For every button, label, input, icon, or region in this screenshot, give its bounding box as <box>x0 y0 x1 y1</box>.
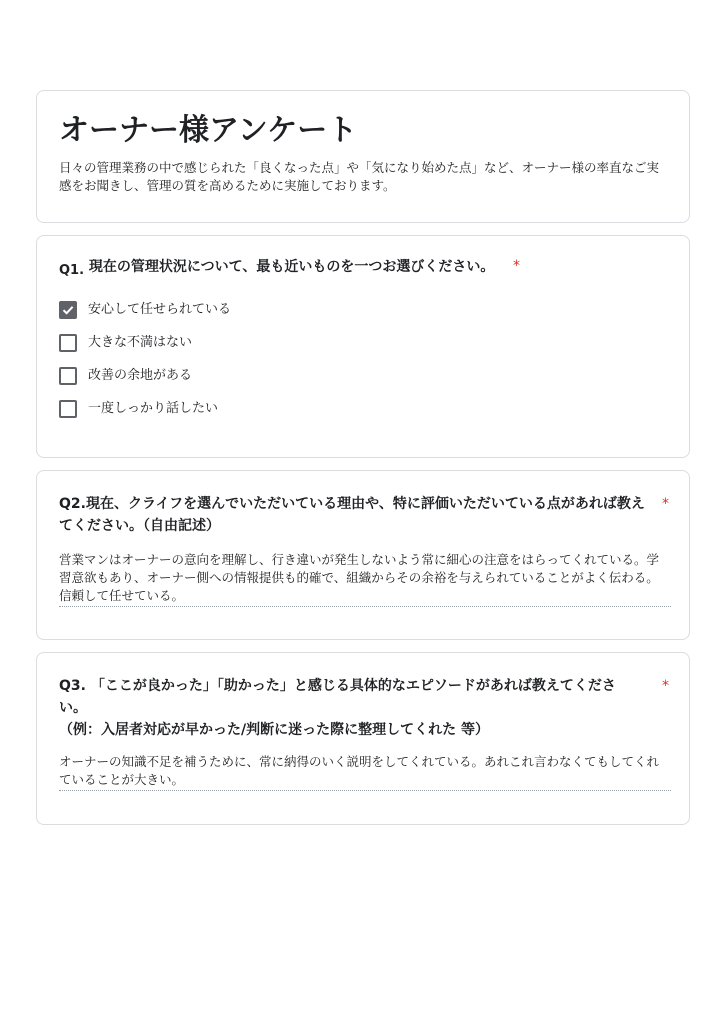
question-card-q3 <box>36 652 690 825</box>
question-example-q3: （例：入居者対応が早かった/判断に迷った際に整理してくれた 等） <box>59 722 489 738</box>
option-label: 改善の余地がある <box>88 368 193 383</box>
question-text-q1: 現在の管理状況について、最も近いものを一つお選びください。 <box>88 259 495 275</box>
answer-text-q2[interactable]: 営業マンはオーナーの意向を理解し、行き違いが発生しないよう常に細心の注意をはらってくれている。学習意欲もあり、オーナー側への情報提供も的確で、組織からその余裕を与えられていることがよく伝わる。信頼して任せている。 <box>59 551 671 607</box>
option-q1-4[interactable] <box>59 399 218 419</box>
option-q1-2[interactable] <box>59 333 192 353</box>
required-mark-q1: * <box>513 258 520 274</box>
form-description: 日々の管理業務の中で感じられた「良くなった点」や「気になり始めた点」など、オーナー様の率直なご実感をお聞きし、管理の質を高めるために実施しております。 <box>59 160 660 193</box>
option-label: 安心して任せられている <box>88 302 232 317</box>
question-number-q1: Q1. <box>59 263 85 278</box>
option-q1-1[interactable] <box>59 300 231 320</box>
option-q1-3[interactable] <box>59 366 192 386</box>
form-header-card <box>36 90 690 223</box>
option-label: 大きな不満はない <box>88 335 193 350</box>
checkbox-checked[interactable] <box>59 301 77 319</box>
option-label: 一度しっかり話したい <box>88 401 219 416</box>
question-title-q2: Q2.現在、クライフを選んでいただいている理由や、特に評価いただいている点があれば教えてください。（自由記述） <box>59 496 645 534</box>
question-card-q1 <box>36 235 690 458</box>
checkbox[interactable] <box>59 400 77 418</box>
answer-text-q3[interactable]: オーナーの知識不足を補うために、常に納得のいく説明をしてくれている。あれこれ言わなくてもしてくれていることが大きい。 <box>59 753 671 791</box>
question-card-q2 <box>36 470 690 640</box>
question-title-q3: Q3. 「ここが良かった」「助かった」と感じる具体的なエピソードがあれば教えてください。 <box>59 678 616 716</box>
checkmark-icon <box>61 303 75 317</box>
form-title: オーナー様アンケート <box>59 113 358 148</box>
required-mark-q2: * <box>662 496 669 512</box>
required-mark-q3: * <box>662 678 669 694</box>
checkbox[interactable] <box>59 334 77 352</box>
checkbox[interactable] <box>59 367 77 385</box>
question-title-q1 <box>59 256 649 282</box>
